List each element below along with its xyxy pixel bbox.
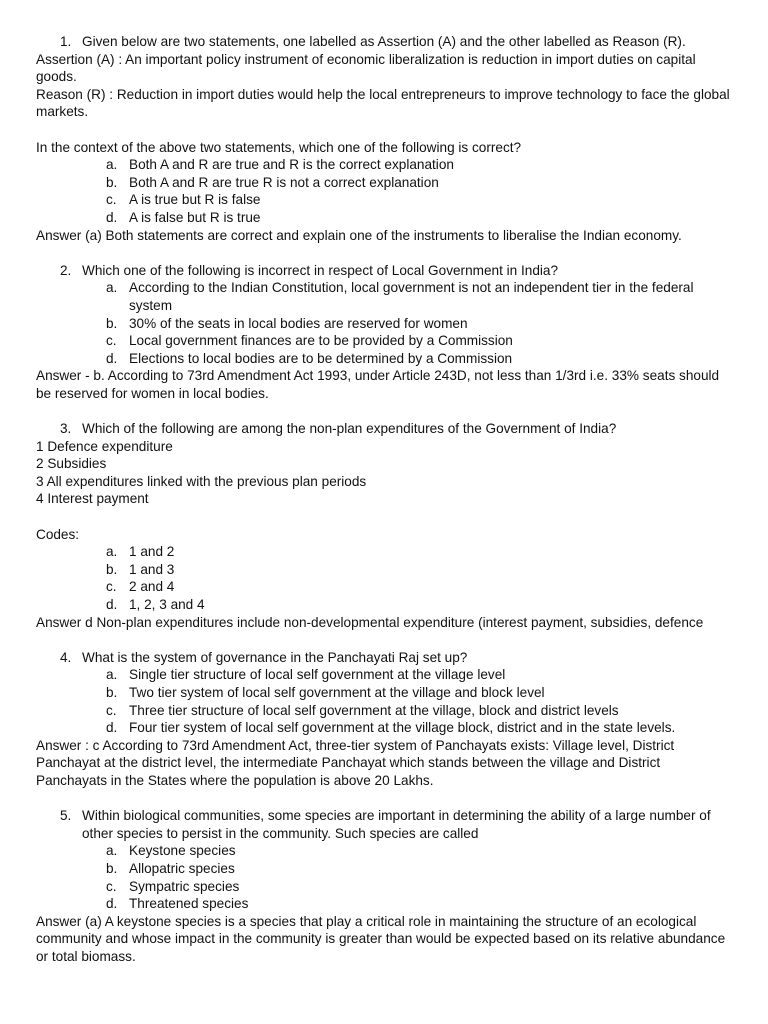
option-text: 1 and 2 — [129, 544, 175, 560]
option-letter: d. — [106, 597, 118, 612]
option-item — [36, 895, 732, 913]
question-5 — [36, 807, 732, 842]
option-item — [36, 842, 732, 860]
option-item — [36, 279, 732, 314]
question-1 — [36, 33, 732, 51]
question-number: 1. — [60, 34, 72, 49]
option-letter: d. — [106, 896, 118, 912]
question-number: 4. — [60, 649, 72, 665]
option-item — [36, 350, 732, 368]
option-text: Two tier system of local self government at the village and block level — [129, 684, 545, 700]
option-letter: d. — [106, 209, 118, 225]
options-list — [36, 842, 732, 912]
option-text: Keystone species — [129, 843, 236, 859]
option-text: Three tier structure of local self government at the village, block and district levels — [129, 702, 619, 718]
answer-text: Answer (a) A keystone species is a species that play a critical role in maintaining the structure of an ecological community and whose impact in the community is greater than would be expected based on its relative abundance or total biomass. — [36, 913, 726, 964]
question-text: Given below are two statements, one labelled as Assertion (A) and the other labelled as Reason (R). — [82, 34, 686, 49]
statement-item: 1 Defence expenditure — [36, 438, 173, 454]
option-item — [36, 719, 732, 737]
answer-text: Answer d Non-plan expenditures include non-developmental expenditure (interest payment, subsidies, defence — [36, 614, 704, 630]
option-item — [36, 684, 732, 702]
statement-item: 3 All expenditures linked with the previous plan periods — [36, 473, 367, 489]
option-item — [36, 561, 732, 579]
option-item — [36, 332, 732, 350]
option-letter: a. — [106, 157, 118, 173]
option-letter: b. — [106, 174, 118, 190]
question-text: Which of the following are among the non-plan expenditures of the Government of India? — [82, 421, 617, 437]
question-text: Within biological communities, some species are important in determining the ability of a large number of other species to persist in the community. Such species are called — [82, 808, 711, 841]
option-text: Both A and R are true R is not a correct explanation — [129, 174, 439, 190]
question-text: Which one of the following is incorrect in respect of Local Government in India? — [82, 262, 559, 278]
option-text: 2 and 4 — [129, 579, 175, 595]
option-letter: a. — [106, 280, 118, 296]
option-letter: b. — [106, 860, 118, 876]
answer-text: Answer - b. According to 73rd Amendment Act 1993, under Article 243D, not less than 1/3rd i.e. 33% seats should be reserved for women in local bodies. — [36, 368, 720, 401]
option-letter: b. — [106, 315, 118, 331]
option-letter: b. — [106, 684, 118, 700]
answer-text: Answer : c According to 73rd Amendment Act, three-tier system of Panchayats exists: Village level, District Panchayat at the district level, the intermediate Panchayat which stands between the village and District Panchayats in the States where the population is above 20 Lakhs. — [36, 737, 675, 788]
option-text: Threatened species — [129, 896, 249, 912]
option-letter: a. — [106, 843, 118, 859]
option-item — [36, 596, 732, 614]
codes-label: Codes: — [36, 526, 80, 542]
options-list — [36, 156, 732, 226]
question-number: 3. — [60, 421, 72, 437]
option-text: A is false but R is true — [129, 209, 261, 225]
options-list — [36, 666, 732, 736]
option-letter: c. — [106, 192, 117, 208]
option-item — [36, 666, 732, 684]
option-letter: d. — [106, 720, 118, 736]
question-3 — [36, 420, 732, 438]
option-item — [36, 174, 732, 192]
statement-item: 4 Interest payment — [36, 491, 149, 507]
option-text: Single tier structure of local self government at the village level — [129, 667, 506, 683]
option-letter: a. — [106, 667, 118, 683]
option-text: 1 and 3 — [129, 561, 175, 577]
option-letter: c. — [106, 878, 117, 894]
assertion-text: Assertion (A) : An important policy instrument of economic liberalization is reduction in import duties on capital goods. — [36, 51, 696, 85]
statement-item: 2 Subsidies — [36, 456, 107, 472]
option-item — [36, 860, 732, 878]
answer-text: Answer (a) Both statements are correct and explain one of the instruments to liberalise the Indian economy. — [36, 227, 682, 243]
option-letter: d. — [106, 350, 118, 366]
option-text: 30% of the seats in local bodies are reserved for women — [129, 315, 468, 331]
option-text: Elections to local bodies are to be determined by a Commission — [129, 350, 513, 366]
option-text: Allopatric species — [129, 860, 235, 876]
option-item — [36, 878, 732, 896]
option-letter: a. — [106, 544, 118, 560]
options-list — [36, 279, 732, 367]
option-text: Local government finances are to be provided by a Commission — [129, 333, 513, 349]
option-letter: c. — [106, 579, 117, 595]
option-item — [36, 156, 732, 174]
option-item — [36, 578, 732, 596]
option-item — [36, 191, 732, 209]
option-item — [36, 315, 732, 333]
option-text: 1, 2, 3 and 4 — [129, 597, 205, 612]
option-letter: c. — [106, 333, 117, 349]
question-number: 2. — [60, 262, 72, 278]
option-text: According to the Indian Constitution, local government is not an independent tier in the federal system — [129, 280, 694, 313]
question-text: What is the system of governance in the Panchayati Raj set up? — [82, 649, 468, 665]
option-item — [36, 209, 732, 227]
options-list — [36, 543, 732, 613]
option-text: Sympatric species — [129, 878, 240, 894]
question-2 — [36, 262, 732, 280]
question-4 — [36, 649, 732, 667]
option-letter: c. — [106, 702, 117, 718]
option-item — [36, 543, 732, 561]
option-item — [36, 702, 732, 720]
option-text: A is true but R is false — [129, 192, 261, 208]
question-number: 5. — [60, 808, 72, 824]
option-text: Four tier system of local self government at the village block, district and in the state levels. — [129, 720, 676, 736]
option-letter: b. — [106, 561, 118, 577]
reason-text: Reason (R) : Reduction in import duties would help the local entrepreneurs to improve technology to face the global markets. — [36, 86, 730, 120]
question-prompt: In the context of the above two statements, which one of the following is correct? — [36, 139, 522, 155]
option-text: Both A and R are true and R is the correct explanation — [129, 157, 454, 173]
